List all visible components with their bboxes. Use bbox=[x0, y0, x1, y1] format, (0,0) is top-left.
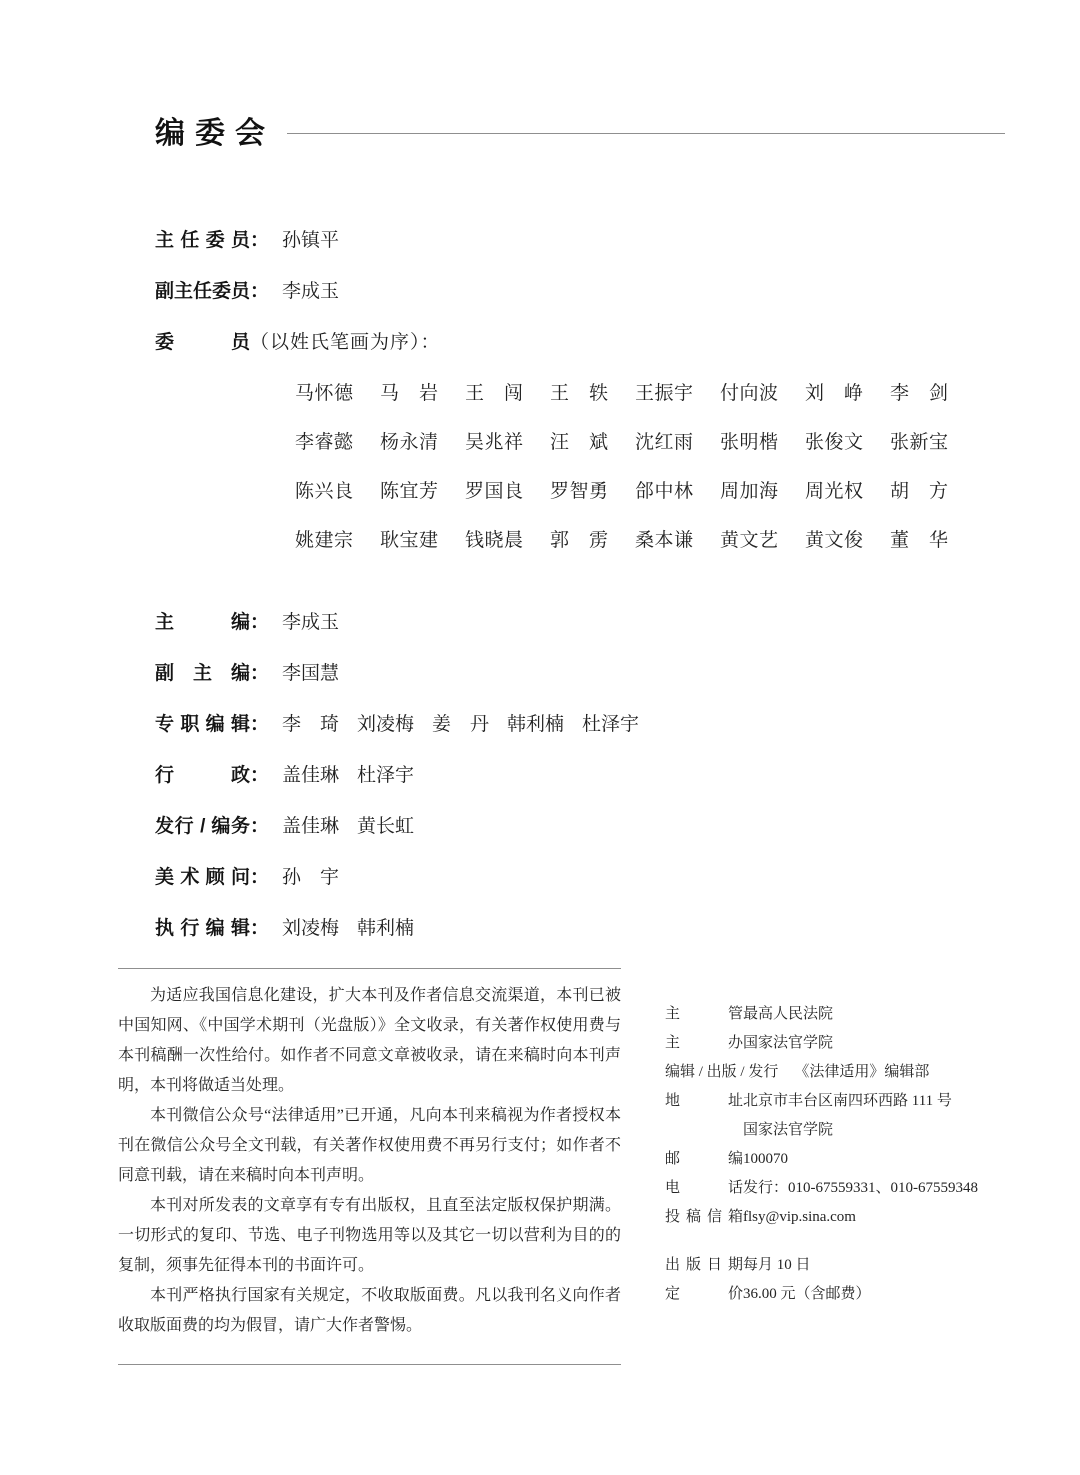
person-name: 王轶 bbox=[550, 383, 608, 404]
member-row bbox=[295, 381, 1035, 408]
person-name: 张俊文 bbox=[805, 432, 863, 453]
publication-info bbox=[665, 1000, 1015, 1309]
person-name: 韩利楠 bbox=[357, 918, 415, 939]
member-row bbox=[295, 528, 1035, 555]
member-row bbox=[295, 430, 1035, 457]
pub-value: 36.00 元（含邮费） bbox=[743, 1286, 871, 1302]
colon: ： bbox=[250, 816, 270, 837]
members-label: 委员 bbox=[155, 332, 250, 353]
director-names bbox=[282, 230, 340, 251]
notice-paragraph: 本刊对所发表的文章享有专有出版权，且直至法定版权保护期满。一切形式的复印、节选、电子刊物选用等以及其它一切以营利为目的的复制，须事先征得本刊的书面许可。 bbox=[118, 1197, 621, 1274]
pub-value: flsy@vip.sina.com bbox=[743, 1209, 856, 1225]
colon: ： bbox=[250, 612, 270, 633]
person-name: 张明楷 bbox=[720, 432, 778, 453]
staff-row-deputy-chief-editor bbox=[155, 661, 1035, 688]
person-name: 黄文俊 bbox=[805, 530, 863, 551]
person-name: 杜泽宇 bbox=[582, 714, 640, 735]
person-name: 郃中林 bbox=[635, 481, 693, 502]
person-name: 孙镇平 bbox=[282, 230, 340, 251]
notice-paragraph: 本刊严格执行国家有关规定，不收取版面费。凡以我刊名义向作者收取版面费的均为假冒，请广大作者警惕。 bbox=[118, 1287, 621, 1334]
person-name: 刘凌梅 bbox=[357, 714, 415, 735]
pub-value: 最高人民法院 bbox=[743, 1006, 834, 1022]
pub-row-price bbox=[665, 1280, 1015, 1309]
staff-row-editors bbox=[155, 712, 1035, 739]
person-name: 孙宇 bbox=[282, 867, 340, 888]
colon: ： bbox=[250, 867, 270, 888]
person-name: 王闯 bbox=[465, 383, 523, 404]
person-name: 黄文艺 bbox=[720, 530, 778, 551]
pub-label: 定价 bbox=[665, 1286, 743, 1302]
role-names bbox=[282, 663, 340, 684]
page-title: 编委会 bbox=[155, 117, 275, 150]
person-name: 刘峥 bbox=[805, 383, 863, 404]
pub-row-address bbox=[665, 1087, 1015, 1116]
role-label: 行政 bbox=[155, 765, 250, 786]
person-name: 张新宝 bbox=[890, 432, 948, 453]
deputy-director-names bbox=[282, 281, 340, 302]
person-name: 李剑 bbox=[890, 383, 948, 404]
staff-row-chief-editor bbox=[155, 610, 1035, 637]
role-names bbox=[282, 867, 340, 888]
pub-group-2 bbox=[665, 1251, 1015, 1309]
staff-row-distribution bbox=[155, 814, 1035, 841]
pub-value: 国家法官学院 bbox=[743, 1035, 834, 1051]
notice-paragraph: 本刊微信公众号“法律适用”已开通，凡向本刊来稿视为作者授权本刊在微信公众号全文刊载，有关著作权使用费不再另行支付；如作者不同意刊载，请在来稿时向本刊声明。 bbox=[118, 1107, 621, 1184]
colon: ： bbox=[250, 230, 270, 251]
person-name: 胡方 bbox=[890, 481, 948, 502]
person-name: 姚建宗 bbox=[295, 530, 353, 551]
title-rule bbox=[287, 133, 1005, 134]
role-names bbox=[282, 765, 415, 786]
role-label: 执行编辑 bbox=[155, 918, 250, 939]
role-label: 主编 bbox=[155, 612, 250, 633]
pub-label: 电话 bbox=[665, 1180, 743, 1196]
colon: ： bbox=[250, 714, 270, 735]
role-names bbox=[282, 816, 415, 837]
person-name: 周光权 bbox=[805, 481, 863, 502]
staff-row-art-consultant bbox=[155, 865, 1035, 892]
pub-label: 主办 bbox=[665, 1035, 743, 1051]
person-name: 姜丹 bbox=[432, 714, 490, 735]
pub-label: 编辑 / 出版 / 发行 bbox=[665, 1064, 779, 1080]
person-name: 李成玉 bbox=[282, 612, 340, 633]
person-name: 刘凌梅 bbox=[282, 918, 340, 939]
person-name: 桑本谦 bbox=[635, 530, 693, 551]
members-heading-row bbox=[155, 330, 1035, 357]
person-name: 罗智勇 bbox=[550, 481, 608, 502]
pub-row-submission-email bbox=[665, 1203, 1015, 1232]
colon: ： bbox=[250, 663, 270, 684]
pub-row-phone bbox=[665, 1174, 1015, 1203]
person-name: 沈红雨 bbox=[635, 432, 693, 453]
director-label: 主任委员 bbox=[155, 230, 250, 251]
person-name: 吴兆祥 bbox=[465, 432, 523, 453]
deputy-director-row bbox=[155, 279, 1035, 306]
person-name: 耿宝建 bbox=[380, 530, 438, 551]
colon: ： bbox=[250, 918, 270, 939]
role-label: 发行 / 编务 bbox=[155, 816, 250, 837]
pub-value: 发行：010-67559331、010-67559348 bbox=[743, 1180, 978, 1196]
pub-value: 每月 10 日 bbox=[743, 1257, 811, 1273]
role-label: 专职编辑 bbox=[155, 714, 250, 735]
member-grid bbox=[295, 381, 1035, 555]
pub-value: 北京市丰台区南四环西路 111 号 bbox=[743, 1093, 952, 1109]
notices-section bbox=[118, 968, 621, 1365]
pub-row-publish-date bbox=[665, 1251, 1015, 1280]
pub-label: 投稿信箱 bbox=[665, 1209, 743, 1225]
pub-row-editor-publisher bbox=[665, 1058, 1015, 1087]
role-names bbox=[282, 918, 415, 939]
pub-label: 邮编 bbox=[665, 1151, 743, 1167]
colon: ： bbox=[250, 281, 270, 302]
person-name: 李睿懿 bbox=[295, 432, 353, 453]
notice-paragraph: 为适应我国信息化建设，扩大本刊及作者信息交流渠道，本刊已被中国知网、《中国学术期刊（光盘版）》全文收录，有关著作权使用费与本刊稿酬一次性给付。如作者不同意文章被收录，请在来稿时向本刊声明，本刊将做适当处理。 bbox=[118, 987, 621, 1094]
pub-row-address-line2 bbox=[665, 1116, 1015, 1145]
person-name: 王振宇 bbox=[635, 383, 693, 404]
person-name: 付向波 bbox=[720, 383, 778, 404]
role-label: 美术顾问 bbox=[155, 867, 250, 888]
pub-value: 100070 bbox=[743, 1151, 788, 1167]
role-names bbox=[282, 612, 340, 633]
person-name: 罗国良 bbox=[465, 481, 523, 502]
members-sort-note: （以姓氏笔画为序）： bbox=[250, 332, 441, 353]
masthead bbox=[155, 108, 1005, 152]
person-name: 陈兴良 bbox=[295, 481, 353, 502]
pub-row-sponsor bbox=[665, 1029, 1015, 1058]
colon: ： bbox=[250, 765, 270, 786]
person-name: 董华 bbox=[890, 530, 948, 551]
pub-value: 《法律适用》编辑部 bbox=[794, 1064, 930, 1080]
staff-row-admin bbox=[155, 763, 1035, 790]
person-name: 陈宜芳 bbox=[380, 481, 438, 502]
person-name: 杜泽宇 bbox=[357, 765, 415, 786]
person-name: 黄长虹 bbox=[357, 816, 415, 837]
person-name: 盖佳琳 bbox=[282, 765, 340, 786]
pub-label: 主管 bbox=[665, 1006, 743, 1022]
role-names bbox=[282, 714, 640, 735]
committee-section bbox=[155, 228, 1035, 577]
pub-value: 国家法官学院 bbox=[743, 1122, 834, 1138]
director-row bbox=[155, 228, 1035, 255]
person-name: 李琦 bbox=[282, 714, 340, 735]
person-name: 钱晓晨 bbox=[465, 530, 523, 551]
person-name: 韩利楠 bbox=[507, 714, 565, 735]
person-name: 郭雳 bbox=[550, 530, 608, 551]
staff-row-executive-editors bbox=[155, 916, 1035, 943]
member-row bbox=[295, 479, 1035, 506]
person-name: 李成玉 bbox=[282, 281, 340, 302]
person-name: 汪斌 bbox=[550, 432, 608, 453]
pub-label: 出版日期 bbox=[665, 1257, 743, 1273]
role-label: 副主编 bbox=[155, 663, 250, 684]
pub-row-postcode bbox=[665, 1145, 1015, 1174]
deputy-director-label: 副主任委员 bbox=[155, 281, 251, 302]
pub-row-supervisor bbox=[665, 1000, 1015, 1029]
person-name: 周加海 bbox=[720, 481, 778, 502]
person-name: 杨永清 bbox=[380, 432, 438, 453]
person-name: 马怀德 bbox=[295, 383, 353, 404]
person-name: 马岩 bbox=[380, 383, 438, 404]
person-name: 李国慧 bbox=[282, 663, 340, 684]
pub-label: 地址 bbox=[665, 1093, 743, 1109]
staff-section bbox=[155, 610, 1035, 967]
person-name: 盖佳琳 bbox=[282, 816, 340, 837]
